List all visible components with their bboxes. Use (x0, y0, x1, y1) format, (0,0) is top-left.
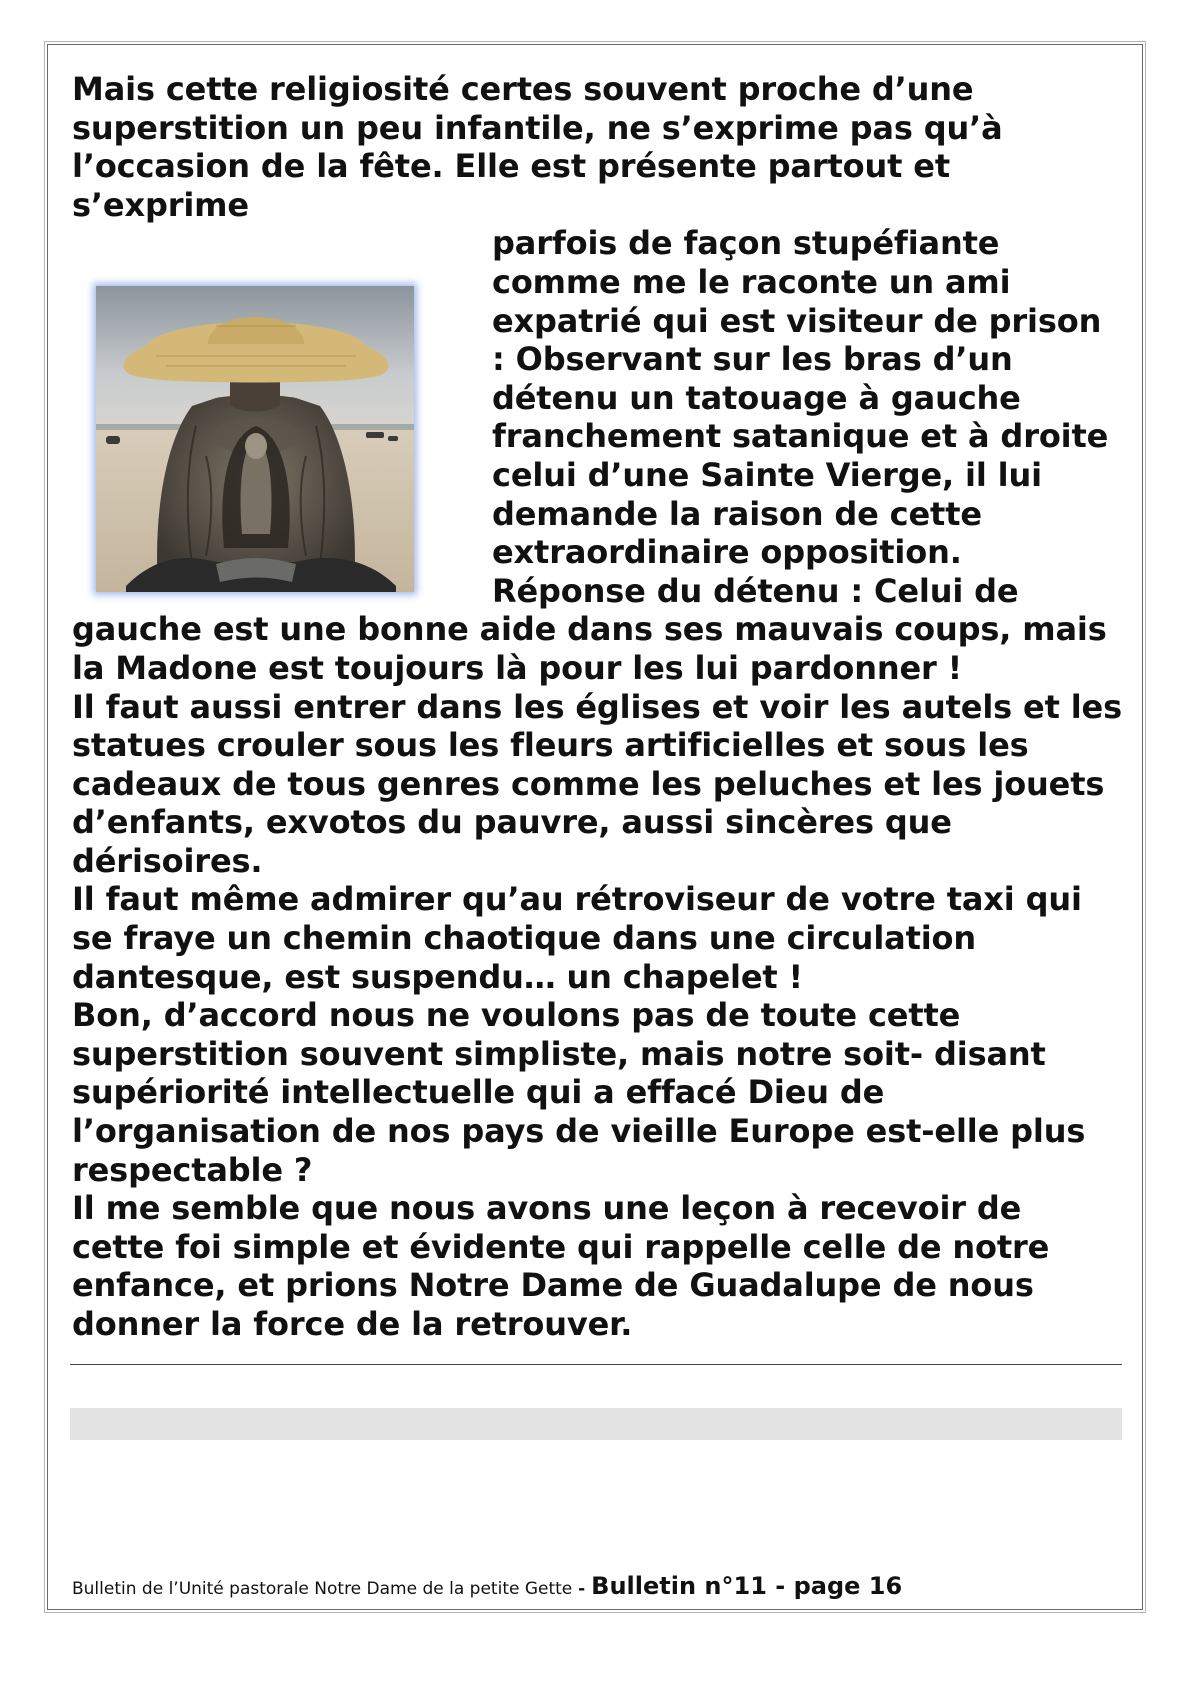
article-body (72, 70, 1122, 1344)
grey-band (70, 1408, 1122, 1440)
footer-publication: Bulletin de l’Unité pastorale Notre Dame de la petite Gette (72, 1579, 573, 1599)
footer-separator: - (572, 1579, 592, 1599)
page-footer (72, 1572, 902, 1600)
section-divider (70, 1364, 1122, 1365)
tattoo-back-image (96, 286, 414, 592)
footer-issue-page: Bulletin n°11 - page 16 (591, 1572, 903, 1600)
intro-paragraph: Mais cette religiosité certes souvent proche d’une superstition un peu infantile, ne s’exprime pas qu’à l’occasion de la fête. Elle est présente partout et s’exprime (72, 70, 1003, 224)
paragraph-1: Il faut aussi entrer dans les églises et voir les autels et les statues crouler sous les fleurs artificielles et sous les cadeaux de tous genres comme les peluches et les jouets d’enfants, exvotos du pauvre, aussi sincères que dérisoires. (72, 687, 1123, 880)
photo-container (72, 262, 462, 587)
paragraph-4: Il me semble que nous avons une leçon à recevoir de cette foi simple et évidente qui rappelle celle de notre enfance, et prions Notre Dame de Guadalupe de nous donner la force de la retrouver. (72, 1189, 1050, 1343)
wrapped-paragraph: parfois de façon stupéfiante comme me le raconte un ami expatrié qui est visiteur de prison : Observant sur les bras d’un détenu un tatouage à gauche franchement satanique et à droite celui d’une Sainte Vierge, il lui demande la raison de cette extraordinaire opposition. Réponse du détenu : Celui de gauche est une bonne aide dans ses mauvais coups, mais la Madone est toujours là pour les lui pardonner ! (72, 224, 1109, 687)
paragraph-2: Il faut même admirer qu’au rétroviseur de votre taxi qui se fraye un chemin chaotique dans une circulation dantesque, est suspendu… un chapelet ! (72, 880, 1082, 996)
tattoo-photo (96, 286, 414, 592)
paragraph-3: Bon, d’accord nous ne voulons pas de toute cette superstition souvent simpliste, mais notre soit- disant supériorité intellectuelle qui a effacé Dieu de l’organisation de nos pays de vieille Europe est-elle plus respectable ? (72, 996, 1086, 1189)
